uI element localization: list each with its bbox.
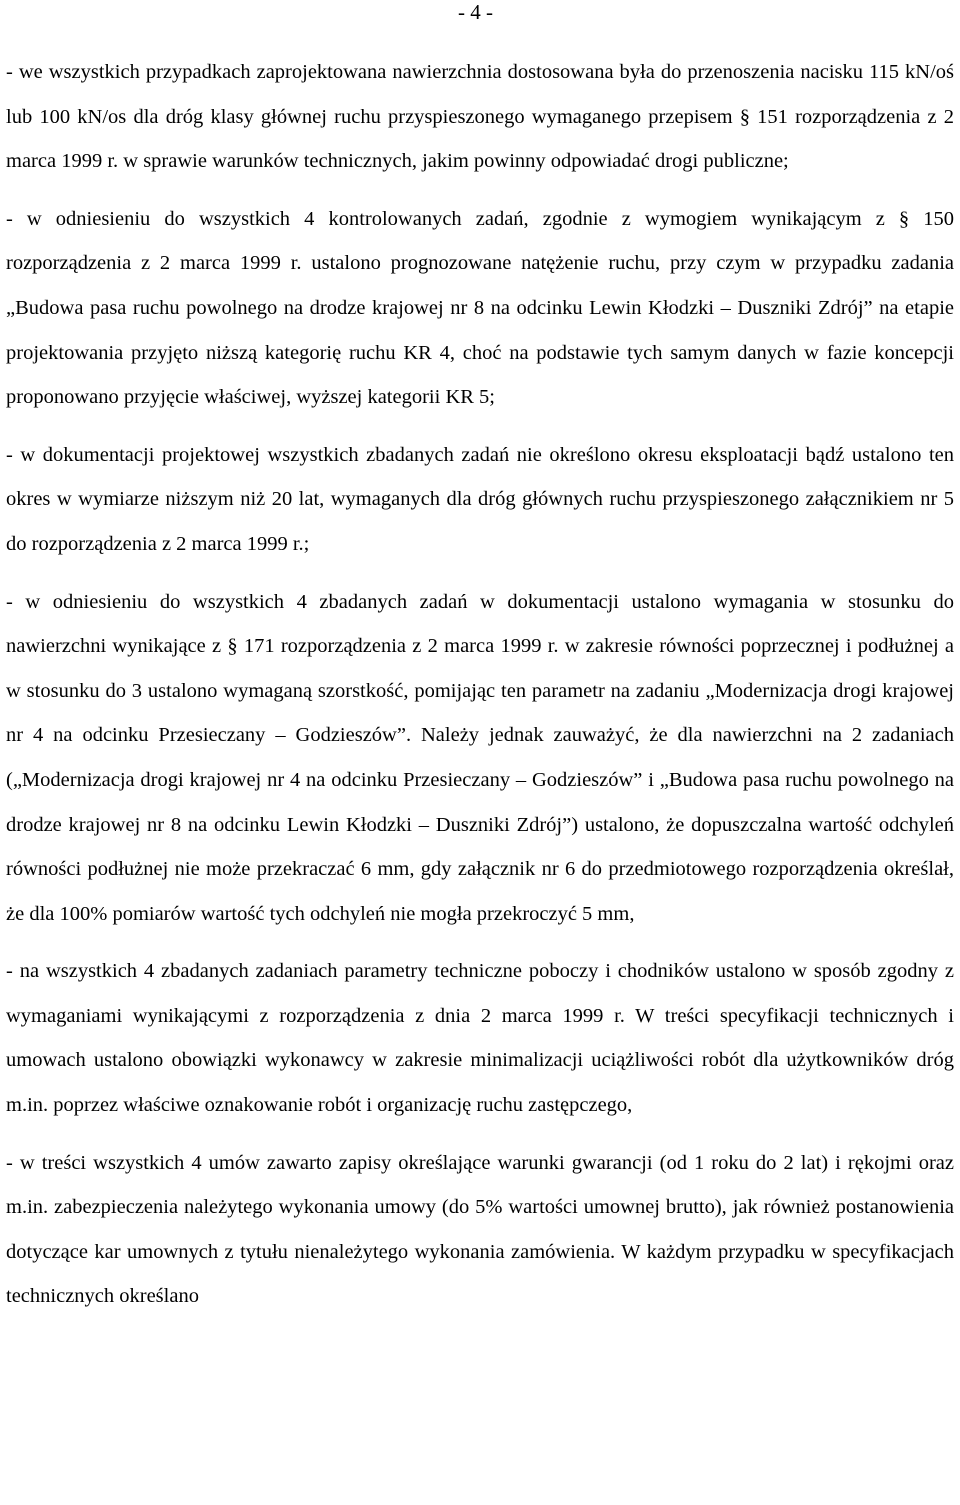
paragraph-pavement-load: - we wszystkich przypadkach zaprojektowana nawierzchnia dostosowana była do przenoszenia nacisku 115 kN/oś lub 100 kN/os dla dróg klasy głównej ruchu przyspieszonego wymaganego przepisem § 151 rozporządzenia z 2 marca 1999 r. w sprawie warunków technicznych, jakim powinny odpowiadać drogi publiczne; — [6, 61, 954, 173]
paragraph-surface-evenness: - w odniesieniu do wszystkich 4 zbadanych zadań w dokumentacji ustalono wymagania w stosunku do nawierzchni wynikające z § 171 rozporządzenia z 2 marca 1999 r. w zakresie równości poprzecznej i podłużnej a w stosunku do 3 ustalono wymaganą szorstkość, pomijając ten parametr na zadaniu „Modernizacja drogi krajowej nr 4 na odcinku Przesieczany – Godzieszów”. Należy jednak zauważyć, że dla nawierzchni na 2 zadaniach („Modernizacja drogi krajowej nr 4 na odcinku Przesieczany – Godzieszów” i „Budowa pasa ruchu powolnego na drodze krajowej nr 8 na odcinku Lewin Kłodzki – Duszniki Zdrój”) ustalono, że dopuszczalna wartość odchyleń równości podłużnej nie może przekraczać 6 mm, gdy załącznik nr 6 do przedmiotowego rozporządzenia określał, że dla 100% pomiarów wartość tych odchyleń nie mogła przekroczyć 5 mm, — [6, 590, 954, 925]
paragraph-warranty-terms: - w treści wszystkich 4 umów zawarto zapisy określające warunki gwarancji (od 1 roku do 2 lat) i rękojmi oraz m.in. zabezpieczenia należytego wykonania umowy (do 5% wartości umownej brutto), jak również postanowienia dotyczące kar umownych z tytułu nienależytego wykonania zamówienia. W każdym przypadku w specyfikacjach technicznych określano — [6, 1151, 954, 1308]
document-body — [6, 50, 954, 1319]
page-number: - 4 - — [458, 0, 493, 24]
paragraph-operation-period: - w dokumentacji projektowej wszystkich zbadanych zadań nie określono okresu eksploatacji bądź ustalono ten okres w wymiarze niższym niż 20 lat, wymaganych dla dróg głównych ruchu przyspieszonego załącznikiem nr 5 do rozporządzenia z 2 marca 1999 r.; — [6, 443, 954, 555]
paragraph-shoulders-sidewalks: - na wszystkich 4 zbadanych zadaniach parametry techniczne poboczy i chodników ustalono w sposób zgodny z wymaganiami wynikającymi z rozporządzenia z dnia 2 marca 1999 r. W treści specyfikacji technicznych i umowach ustalono obowiązki wykonawcy w zakresie minimalizacji uciążliwości robót dla użytkowników dróg m.in. poprzez właściwe oznakowanie robót i organizację ruchu zastępczego, — [6, 960, 954, 1117]
paragraph-traffic-intensity: - w odniesieniu do wszystkich 4 kontrolowanych zadań, zgodnie z wymogiem wynikającym z § 150 rozporządzenia z 2 marca 1999 r. ustalono prognozowane natężenie ruchu, przy czym w przypadku zadania „Budowa pasa ruchu powolnego na drodze krajowej nr 8 na odcinku Lewin Kłodzki – Duszniki Zdrój” na etapie projektowania przyjęto niższą kategorię ruchu KR 4, choć na podstawie tych samym danych w fazie koncepcji proponowano przyjęcie właściwej, wyższej kategorii KR 5; — [6, 207, 954, 409]
